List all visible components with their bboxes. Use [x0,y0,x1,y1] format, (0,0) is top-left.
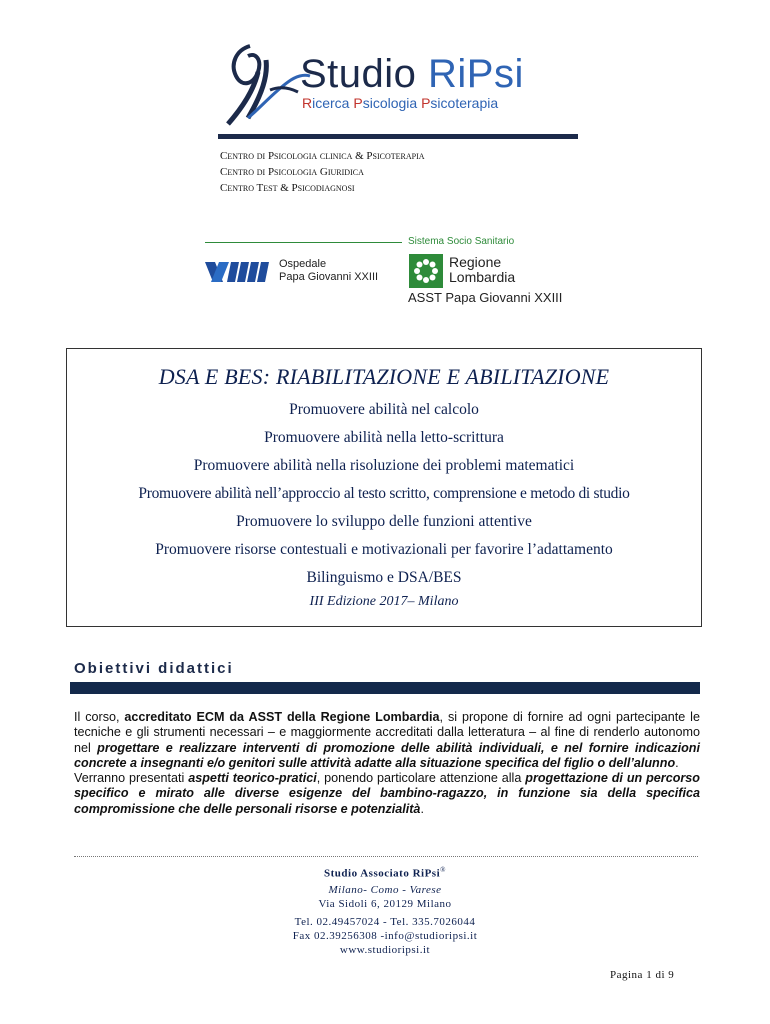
footer-fax-email[interactable]: Fax 02.39256308 -info@studioripsi.it [292,930,478,942]
objectives-paragraph: Verranno presentati aspetti teorico-pratici, ponendo particolare attenzione alla progettazione di un percorso specifico e mirato alle diverse esigenze del bambino-ragazzo, in funzione sia della specifica compromissione che delle personali risorse e potenzialità. [74,771,700,816]
objectives-paragraph: Il corso, accreditato ECM da ASST della Regione Lombardia, si propone di fornire ad ogni partecipante le tecniche e gli strumenti necessari – e maggiormente accreditati dalla letteratura – al fine di renderlo autonomo nel progettare e realizzare interventi di promozione delle abilità individuali, e nel fornire indicazioni concrete a insegnanti e/o genitori sulle attività adatte alla situazione specifica del figlio o dell’alunno. [74,710,700,770]
topic-item: Promuovere abilità nel calcolo [289,401,479,418]
hospital-logo-icon [205,260,271,284]
logo-underline [218,134,578,139]
center-item: Centro di Psicologia clinica & Psicoterapia [220,150,425,162]
logo-wordmark: Studio RiPsi [300,52,524,96]
objectives-text [74,710,700,817]
topic-item: Promuovere lo sviluppo delle funzioni attentive [236,513,532,530]
course-title-box [66,348,702,627]
section-title: Obiettivi didattici [74,660,234,677]
hospital-name: Ospedale Papa Giovanni XXIII [279,258,379,283]
topic-item: Promuovere abilità nella letto-scrittura [264,429,504,446]
centers-list [220,148,425,196]
section-bar [70,682,700,694]
studio-ripsi-logo [218,42,588,142]
region-name: Regione Lombardia [449,254,516,285]
footer-address: Via Sidoli 6, 20129 Milano [318,898,452,910]
edition-label: III Edizione 2017– Milano [309,594,459,609]
topic-item: Bilinguismo e DSA/BES [306,569,462,586]
footer-studio-name: Studio Associato RiPsi® [324,866,446,880]
topic-list [67,396,701,592]
topic-item: Promuovere risorse contestuali e motivazionali per favorire l’adattamento [155,541,613,558]
center-item: Centro Test & Psicodiagnosi [220,182,355,194]
footer-rule [74,856,698,857]
logo-tagline: Ricerca Psicologia Psicoterapia [302,95,499,111]
ripsi-swirl-icon [218,42,313,134]
page-number: Pagina 1 di 9 [610,969,675,981]
partner-divider [205,242,402,243]
footer-website-link[interactable]: www.studioripsi.it [339,944,431,956]
topic-item: Promuovere abilità nell’approccio al testo scritto, comprensione e metodo di studio [138,485,630,502]
footer-cities: Milano- Como - Varese [328,884,442,896]
center-item: Centro di Psicologia Giuridica [220,166,364,178]
footer-phones: Tel. 02.49457024 - Tel. 335.7026044 [294,916,476,928]
regione-lombardia-rose-icon [409,254,443,288]
topic-item: Promuovere abilità nella risoluzione dei problemi matematici [193,457,575,474]
sistema-socio-sanitario-label: Sistema Socio Sanitario [408,236,515,247]
asst-name: ASST Papa Giovanni XXIII [408,290,563,305]
course-title: DSA E BES: RIABILITAZIONE E ABILITAZIONE [158,364,610,389]
partner-logos [205,236,565,308]
